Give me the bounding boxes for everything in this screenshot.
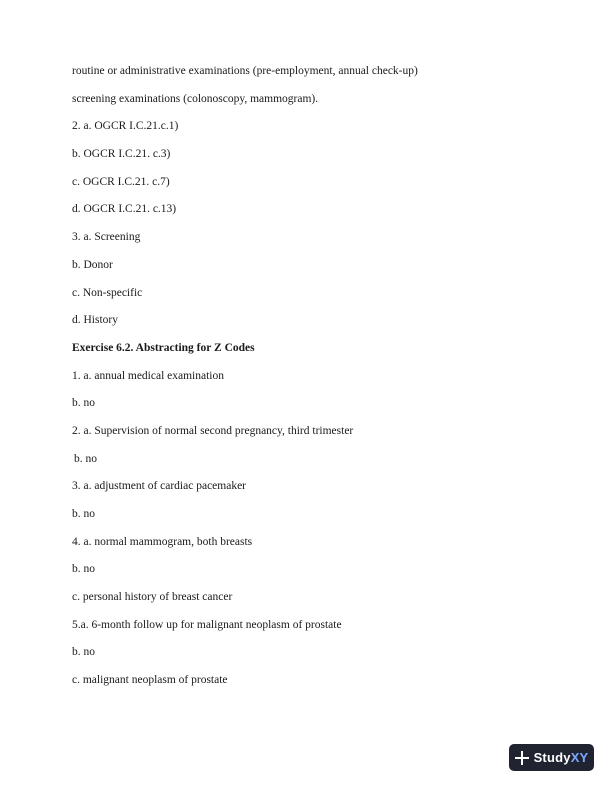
list-item: 1. a. annual medical examination [72,369,224,382]
text-line: routine or administrative examinations (pre-employment, annual check-up) [72,65,418,77]
list-item: 2. a. Supervision of normal second pregnancy, third trimester [72,424,354,437]
text-line: screening examinations (colonoscopy, mammogram). [72,92,319,105]
document-body [72,64,542,701]
list-item: 4. a. normal mammogram, both breasts [72,535,253,548]
list-item: d. History [72,314,118,327]
list-item: 2. a. OGCR I.C.21.c.1) [72,120,179,133]
list-item: b. no [72,397,95,410]
list-item: 3. a. adjustment of cardiac pacemaker [72,480,247,493]
list-item: c. personal history of breast cancer [72,591,233,604]
list-item: b. Donor [72,258,113,271]
list-item: b. no [72,508,95,520]
list-item: 3. a. Screening [72,231,141,244]
list-item: b. OGCR I.C.21. c.3) [72,148,171,161]
badge-label [534,750,589,765]
list-item: b. no [74,452,97,465]
badge-label-main: Study [533,750,571,765]
studyxy-badge[interactable] [509,744,594,771]
list-item: c. malignant neoplasm of prostate [72,674,228,687]
list-item: 5.a. 6-month follow up for malignant neoplasm of prostate [72,618,342,631]
list-item: b. no [72,646,95,659]
section-heading: Exercise 6.2. Abstracting for Z Codes [72,341,255,354]
plus-icon [515,751,529,765]
list-item: d. OGCR I.C.21. c.13) [72,203,177,216]
list-item: b. no [72,563,95,576]
badge-label-accent: XY [570,750,589,765]
list-item: c. OGCR I.C.21. c.7) [72,175,170,188]
list-item: c. Non-specific [72,286,143,299]
